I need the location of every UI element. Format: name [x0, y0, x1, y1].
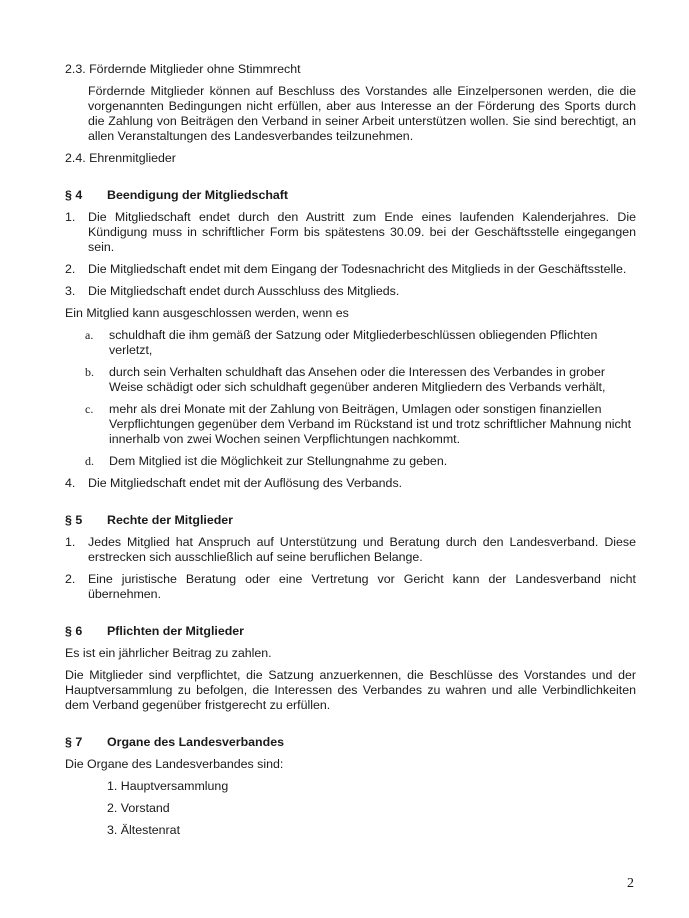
list-item-text: Die Mitgliedschaft endet durch den Austritt zum Ende eines laufenden Kalenderjahres. Die Kündigung muss in schriftlicher Form bis spätestens 30.09. bei der Geschäftsstelle eingegangen sein. [88, 210, 636, 254]
section-number: § 4 [65, 188, 83, 202]
paragraph: Es ist ein jährlicher Beitrag zu zahlen. [65, 646, 272, 660]
section-title: Organe des Landesverbandes [107, 735, 284, 749]
list-item-text: Eine juristische Beratung oder eine Vertretung vor Gericht kann der Landesverband nicht übernehmen. [88, 572, 636, 601]
paragraph: Die Mitglieder sind verpflichtet, die Satzung anzuerkennen, die Beschlüsse des Vorstandes und der Hauptversammlung zu befolgen, die Interessen des Verbandes zu wahren und alle Verbindlichkeiten dem Verband gegenüber fristgerecht zu erfüllen. [65, 668, 636, 712]
list-item-label: b. [85, 365, 94, 379]
section-heading-4 [65, 188, 636, 203]
list-item: 2. Vorstand [107, 801, 170, 815]
section-heading-5 [65, 513, 636, 528]
subsection-text-2-3: Fördernde Mitglieder können auf Beschluss des Vorstandes alle Einzelpersonen werden, die die vorgenannten Bedingungen nicht erfüllen, aber aus Interesse an der Förderung des Sports durch die Zahlung von Beiträgen den Verband in seiner Arbeit unterstützen wollen. Sie sind berechtigt, an allen Veranstaltungen des Landesverbandes teilzunehmen. [88, 84, 636, 143]
list-item-label: 1. [65, 210, 76, 224]
list-item: 1. Hauptversammlung [107, 779, 229, 793]
list-item-label: 4. [65, 476, 76, 490]
list-item [85, 328, 636, 358]
list-item-text: Die Mitgliedschaft endet mit dem Eingang der Todesnachricht des Mitglieds in der Geschäftsstelle. [88, 262, 627, 276]
exclusion-list [65, 328, 636, 469]
section-title: Beendigung der Mitgliedschaft [107, 188, 289, 202]
list-item-label: 3. [65, 284, 76, 298]
list-item-text: Die Mitgliedschaft endet mit der Auflösung des Verbands. [88, 476, 403, 490]
list-item-label: a. [85, 328, 94, 342]
list-item-text: durch sein Verhalten schuldhaft das Ansehen oder die Interessen des Verbandes in grober Weise schädigt oder sich schuldhaft gegenüber anderen Mitgliedern des Verbands verhält, [109, 365, 606, 394]
list-item [65, 284, 636, 299]
section-heading-6 [65, 624, 636, 639]
organs-list [65, 779, 636, 838]
list-item-text: Die Mitgliedschaft endet durch Ausschluss des Mitglieds. [88, 284, 400, 298]
list-item [85, 365, 636, 395]
list-item [65, 535, 636, 565]
list-item [65, 572, 636, 602]
section-title: Pflichten der Mitglieder [107, 624, 245, 638]
section-heading-7 [65, 735, 636, 750]
section-number: § 6 [65, 624, 83, 638]
list-item [85, 454, 636, 469]
list-item-label: c. [85, 402, 94, 416]
page-number: 2 [627, 876, 634, 891]
list-item [65, 262, 636, 277]
list-item-text: Dem Mitglied ist die Möglichkeit zur Stellungnahme zu geben. [109, 454, 448, 468]
list-item [65, 210, 636, 255]
document-page [65, 62, 636, 845]
list-item: 3. Ältestenrat [107, 823, 181, 837]
list-item [85, 402, 636, 447]
section-5-list [65, 535, 636, 602]
list-item-label: 2. [65, 572, 76, 586]
list-item-label: 2. [65, 262, 76, 276]
section-4-final-list [65, 476, 636, 491]
section-number: § 7 [65, 735, 83, 749]
section-number: § 5 [65, 513, 83, 527]
exclusion-intro: Ein Mitglied kann ausgeschlossen werden, wenn es [65, 306, 349, 320]
organs-intro: Die Organe des Landesverbandes sind: [65, 757, 284, 771]
subsection-title-2-3: 2.3. Fördernde Mitglieder ohne Stimmrecht [65, 62, 301, 76]
section-4-list [65, 210, 636, 299]
list-item-label: d. [85, 454, 94, 468]
list-item [65, 476, 636, 491]
list-item-text: schuldhaft die ihm gemäß der Satzung oder Mitgliederbeschlüssen obliegenden Pflichten verletzt, [109, 328, 598, 357]
list-item-text: mehr als drei Monate mit der Zahlung von Beiträgen, Umlagen oder sonstigen finanziellen Verpflichtungen gegenüber dem Verband im Rückstand ist und trotz schriftlicher Mahnung nicht innerhalb von zwei Wochen seinen Verpflichtungen nachkommt. [109, 402, 632, 446]
section-title: Rechte der Mitglieder [107, 513, 233, 527]
list-item-text: Jedes Mitglied hat Anspruch auf Unterstützung und Beratung durch den Landesverband. Diese erstrecken sich ausschließlich auf seine beruflichen Belange. [88, 535, 636, 564]
subsection-title-2-4: 2.4. Ehrenmitglieder [65, 151, 176, 165]
list-item-label: 1. [65, 535, 76, 549]
